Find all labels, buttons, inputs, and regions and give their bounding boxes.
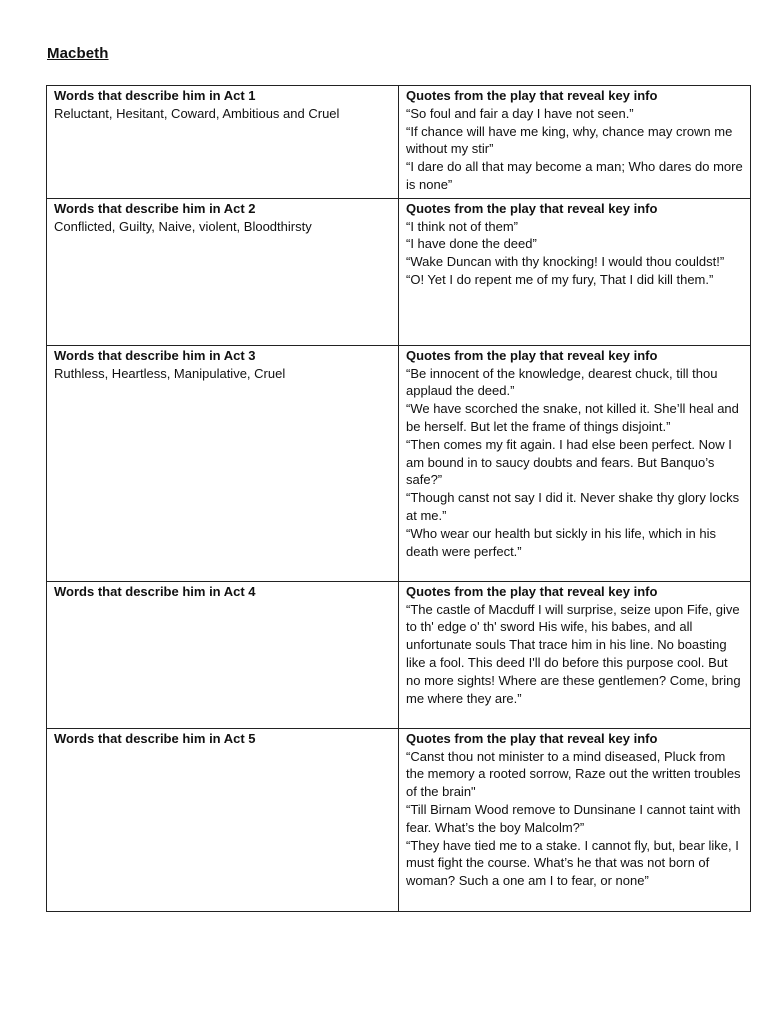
act-1-words-header: Words that describe him in Act 1 — [54, 88, 256, 103]
act-1-quotes-cell — [399, 86, 751, 199]
act-2-quote: “Wake Duncan with thy knocking! I would thou couldst!” — [406, 254, 725, 270]
table-row-act-1 — [47, 86, 751, 199]
act-3-quotes-cell — [399, 345, 751, 581]
act-1-words: Reluctant, Hesitant, Coward, Ambitious and Cruel — [54, 105, 340, 121]
act-2-quote: “I have done the deed” — [406, 236, 537, 252]
act-5-quote: “They have tied me to a stake. I cannot fly, but, bear like, I must fight the course. What’s he that was not born of woman? Such a one am I to fear, or none” — [406, 837, 739, 889]
act-5-quotes-header: Quotes from the play that reveal key info — [406, 730, 658, 746]
act-5-quotes-cell — [399, 728, 751, 911]
act-3-quote: “Though canst not say I did it. Never shake thy glory locks at me.” — [406, 490, 740, 523]
act-3-quote: “We have scorched the snake, not killed it. She’ll heal and be herself. But let the frame of things disjoint.” — [406, 401, 739, 434]
act-1-quote: “I dare do all that may become a man; Who dares do more is none” — [406, 159, 743, 192]
act-2-words-cell — [47, 198, 399, 345]
table-row-act-2 — [47, 198, 751, 345]
act-1-quote: “So foul and fair a day I have not seen.” — [406, 105, 634, 121]
act-3-quotes-header: Quotes from the play that reveal key info — [406, 347, 658, 363]
page-title: Macbeth — [47, 45, 109, 62]
act-2-words: Conflicted, Guilty, Naive, violent, Bloodthirsty — [54, 218, 312, 234]
act-3-words: Ruthless, Heartless, Manipulative, Cruel — [54, 365, 286, 381]
act-2-quotes-cell — [399, 198, 751, 345]
act-5-words-cell — [47, 728, 399, 911]
act-3-quote: “Then comes my fit again. I had else been perfect. Now I am bound in to saucy doubts and fears. But Banquo’s safe?” — [406, 436, 732, 488]
act-5-quote: “Canst thou not minister to a mind diseased, Pluck from the memory a rooted sorrow, Raze out the written troubles of the brain" — [406, 748, 741, 800]
act-1-quote: “If chance will have me king, why, chance may crown me without my stir” — [406, 123, 733, 157]
act-5-words-header: Words that describe him in Act 5 — [54, 730, 256, 746]
act-2-quote: “O! Yet I do repent me of my fury, That I did kill them.” — [406, 271, 714, 287]
act-4-words-header: Words that describe him in Act 4 — [54, 583, 256, 599]
act-5-quote: “Till Birnam Wood remove to Dunsinane I cannot taint with fear. What’s the boy Malcolm?” — [406, 801, 741, 835]
act-2-quotes-header: Quotes from the play that reveal key info — [406, 200, 658, 216]
table-row-act-3 — [47, 345, 751, 581]
table-row-act-4 — [47, 581, 751, 728]
act-2-quote: “I think not of them” — [406, 218, 518, 234]
act-3-words-cell — [47, 345, 399, 581]
macbeth-table — [46, 85, 751, 912]
act-4-quotes-cell — [399, 581, 751, 728]
act-3-quote: “Be innocent of the knowledge, dearest chuck, till thou applaud the deed.” — [406, 365, 718, 399]
act-3-words-header: Words that describe him in Act 3 — [54, 347, 256, 363]
act-4-quotes-header: Quotes from the play that reveal key info — [406, 583, 658, 599]
table-row-act-5 — [47, 728, 751, 911]
act-1-quotes-header: Quotes from the play that reveal key info — [406, 88, 658, 103]
act-1-words-cell — [47, 86, 399, 199]
act-3-quote: “Who wear our health but sickly in his life, which in his death were perfect.” — [406, 525, 716, 559]
act-2-words-header: Words that describe him in Act 2 — [54, 200, 256, 216]
act-4-quote: “The castle of Macduff I will surprise, seize upon Fife, give to th' edge o' th' sword His wife, his babes, and all unfortunate souls That trace him in his line. No boasting like a fool. This deed I'll do before this purpose cool. But no more sights! Where are these gentlemen? Come, bring me where they are.” — [406, 601, 741, 706]
act-4-words-cell — [47, 581, 399, 728]
